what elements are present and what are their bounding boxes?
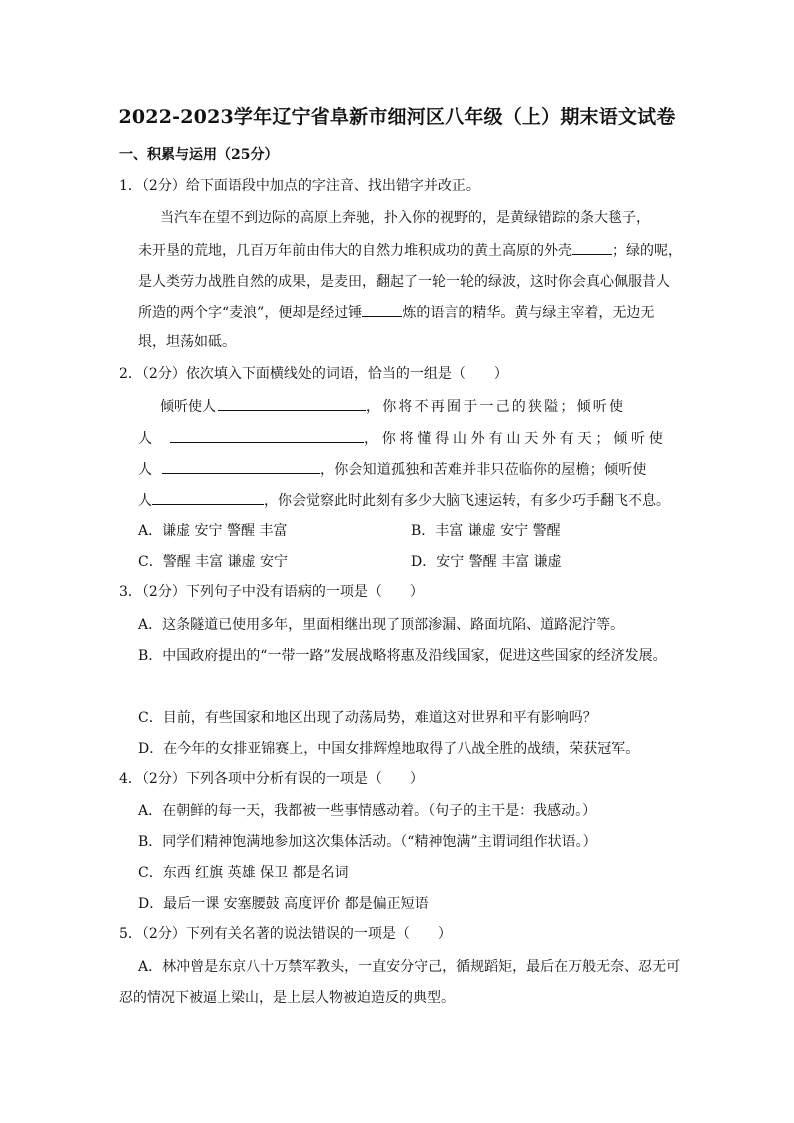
q3-option-c[interactable]: C．目前，有些国家和地区出现了动荡局势，难道这对世界和平有影响吗？ (138, 710, 597, 726)
q4-option-a[interactable]: A．在朝鲜的每一天，我都被一些事情感动着。（句子的主干是：我感动。） (138, 803, 597, 819)
question-5-stem: 5．（2分）下列有关名著的说法错误的一项是（ ） (119, 926, 452, 942)
q2-passage-text: 人 (138, 493, 152, 509)
q1-passage-line: 当汽车在望不到边际的高原上奔驰，扑入你的视野的，是黄绿错踪的条大毯子， (160, 210, 650, 226)
q1-passage-text: 炼的语言的精华。黄与绿主宰着，无边无 (402, 305, 655, 321)
q2-passage-line (138, 459, 647, 480)
q2-option-b[interactable]: B．丰富 谦虚 安宁 警醒 (411, 523, 561, 539)
q1-passage-text: 所造的两个字“麦浪”，便却是经过锤 (138, 305, 363, 321)
q2-option-d[interactable]: D．安宁 警醒 丰富 谦虚 (411, 554, 562, 570)
answer-blank[interactable] (170, 428, 364, 443)
q2-option-a[interactable]: A．谦虚 安宁 警醒 丰富 (138, 523, 288, 539)
q2-passage-text: ，你会知道孤独和苦难并非只莅临你的屋檐；倾听使 (320, 462, 647, 478)
section-heading: 一、积累与运用（25分） (119, 147, 279, 163)
q3-option-d[interactable]: D．在今年的女排亚锦赛上，中国女排辉煌地取得了八战全胜的战绩，荣获冠军。 (138, 741, 640, 757)
q2-passage-text: 人 (138, 431, 152, 447)
q2-passage-text: 倾听使人 (160, 399, 216, 415)
answer-blank[interactable] (572, 240, 612, 255)
q4-option-c[interactable]: C．东西 红旗 英雄 保卫 都是名词 (138, 865, 349, 881)
q1-passage-line (138, 240, 682, 261)
q1-passage-line (138, 302, 654, 323)
answer-blank[interactable] (362, 302, 402, 317)
q3-option-b[interactable]: B．中国政府提出的“一带一路”发展战略将惠及沿线国家，促进这些国家的经济发展。 (138, 648, 667, 664)
q4-option-d[interactable]: D．最后一课 安塞腰鼓 高度评价 都是偏正短语 (138, 896, 429, 912)
q2-option-c[interactable]: C．警醒 丰富 谦虚 安宁 (138, 554, 289, 570)
q2-passage-line (160, 396, 625, 417)
q1-passage-line: 垠，坦荡如砥。 (138, 334, 236, 350)
exam-title: 2022-2023学年辽宁省阜新市细河区八年级（上）期末语文试卷 (118, 106, 676, 128)
q4-option-b[interactable]: B．同学们精神饱满地参加这次集体活动。（“精神饱满”主谓词组作状语。） (138, 834, 597, 850)
answer-blank[interactable] (162, 459, 320, 474)
q2-passage-text: ，你将不再囿于一己的狭隘；倾听使 (366, 399, 626, 415)
q5-option-a[interactable]: A．林冲曾是东京八十万禁军教头，一直安分守己，循规蹈矩，最后在万般无奈、忍无可 (138, 959, 681, 975)
answer-blank[interactable] (152, 490, 264, 505)
q1-passage-line: 是人类劳力战胜自然的成果，是麦田，翻起了一轮一轮的绿波，这时你会真心佩服昔人 (138, 274, 670, 290)
q2-passage-text: 人 (138, 462, 152, 478)
q3-option-a[interactable]: A．这条隧道已使用多年，里面相继出现了顶部渗漏、路面坑陷、道路泥泞等。 (138, 617, 625, 633)
q5-option-a-continued: 忍的情况下被逼上梁山，是上层人物被迫造反的典型。 (119, 990, 455, 1006)
q2-passage-text: ，你会觉察此时此刻有多少大脑飞速运转，有多少巧手翻飞不息。 (264, 493, 670, 509)
question-1-stem: 1．（2分）给下面语段中加点的字注音、找出错字并改正。 (119, 178, 480, 194)
q2-passage-line (138, 428, 667, 449)
q2-passage-text: ，你将懂得山外有山天外有天；倾听使 (364, 431, 667, 447)
answer-blank[interactable] (218, 396, 366, 411)
q1-passage-text: 未开垦的荒地，几百万年前由伟大的自然力堆积成功的黄土高原的外壳 (138, 243, 572, 259)
question-2-stem: 2．（2分）依次填入下面横线处的词语，恰当的一组是（ ） (119, 366, 508, 382)
q1-passage-text: ；绿的呢， (612, 243, 682, 259)
q2-passage-line (138, 490, 670, 511)
question-3-stem: 3．（2分）下列句子中没有语病的一项是（ ） (119, 584, 424, 600)
question-4-stem: 4．（2分）下列各项中分析有误的一项是（ ） (119, 771, 424, 787)
